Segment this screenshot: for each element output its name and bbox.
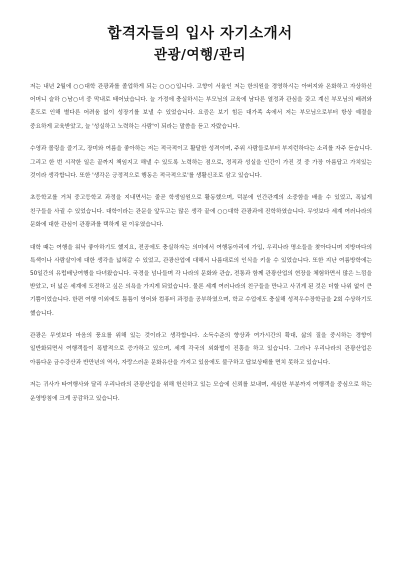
paragraph-motivation: 저는 귀사가 타여행사와 달리 우리나라의 관광산업을 위해 헌신하고 있는 모습에 신뢰를 보내며, 세심한 부분까지 여행객을 중심으로 하는 운영방침에 크게 공감하고 있습니다. <box>30 382 372 402</box>
document-title: 합격자들의 입사 자기소개서 <box>107 26 293 42</box>
paragraph-introduction: 저는 내년 2월에 ○○대학 관광과를 졸업하게 되는 ○○○입니다. 고향이 서울인 저는 한의원을 경영하시는 아버지와 온화하고 자상하신 어머니 슬하 ○남○녀 중 막내로 태어났습니다. 늘 가정에 충실하시는 부모님의 교육에 남다른 열정과 관심을 갖고 계신 부모님의 배려와 훈도로 인해 별다른 어려움 없이 성장기를 보낼 수 있었습니다. 요즘은 보기 힘든 대가족 속에서 저는 부모님으로부터 항상 예절을 중요하게 교육받았고, 늘 '성실하고 노력하는 사람'이 되라는 말씀을 듣고 자랐습니다. <box>30 84 372 130</box>
paragraph-tourism-view: 관광은 무엇보다 마음의 풍요를 위해 있는 것이라고 생각합니다. 소득수준의 향상과 여가시간의 확대, 삶의 질을 중시하는 경향이 일반화되면서 여행객들이 폭발적으로 증가하고 있으며, 세계 각국의 외화벌이 진흥을 하고 있습니다. 그러나 우리나라의 관광산업은 아름다운 금수강산과 반만년의 역사, 자랑스러운 문화유산을 가지고 있음에도 불구하고 답보상태를 면치 못하고 있습니다. <box>30 333 372 366</box>
paragraph-university-experience: 대학 때는 여행을 워낙 좋아하기도 했지요, 전공에도 충실하자는 의미에서 여행동아리에 가입, 우리나라 명소들을 찾아다니며 지방마다의 특색이나 사람살이에 대한 생각을 넓혀갈 수 있었고, 관광산업에 대해서 나름대로의 인식을 키울 수 있었습니다. 또한 지난 여름방학에는 50일간의 유럽배낭여행을 다녀왔습니다. 국경을 넘나들며 각 나라의 문화와 관습, 전통과 함께 관광산업의 현장을 체험하면서 많은 느낌을 받았고, 더 넓은 세계에 도전하고 싶은 의욕을 가지게 되었습니다. 물론 세계 여러나라의 친구들을 만나고 사귀게 된 것은 더할 나위 없이 큰 기쁨이었습니다. 한편 여행 이외에도 틈틈이 영어와 컴퓨터 과정을 공부하였으며, 학교 수업에도 충실해 성적우수장학금을 2회 수상하기도 했습니다. <box>30 244 372 317</box>
paragraph-personality: 수영과 볼링을 즐기고, 장미와 여름을 좋아하는 저는 적극적이고 활달한 성격이며, 주위 사람들로부터 부지런하다는 소리를 자주 듣습니다. 그리고 한 번 시작한 일은 끝까지 책임지고 해낼 수 있도록 노력하는 점으로, 정직과 성실을 인간이 가진 것 중 가장 아름답고 가치있는 것이라 생각합니다. 또한 '생각은 긍정적으로 행동은 적극적으로'를 생활신조로 삼고 있습니다. <box>30 146 372 179</box>
document-subtitle: 관광/여행/관리 <box>153 47 247 63</box>
paragraph-education: 초등학교를 거쳐 중고등학교 과정을 지내면서는 줄곧 학생임원으로 활동했으며, 덕분에 인간관계의 소중함을 배울 수 있었고, 폭넓게 친구들을 사귈 수 있었습니다. 대학이라는 관문을 앞두고는 많은 생각 끝에 ○○대학 관광과에 진학하였습니다. 무엇보다 세계 여러나라의 문화에 대한 관심이 관광과를 택하게 된 이유였습니다. <box>30 195 372 228</box>
document-body <box>30 81 372 415</box>
